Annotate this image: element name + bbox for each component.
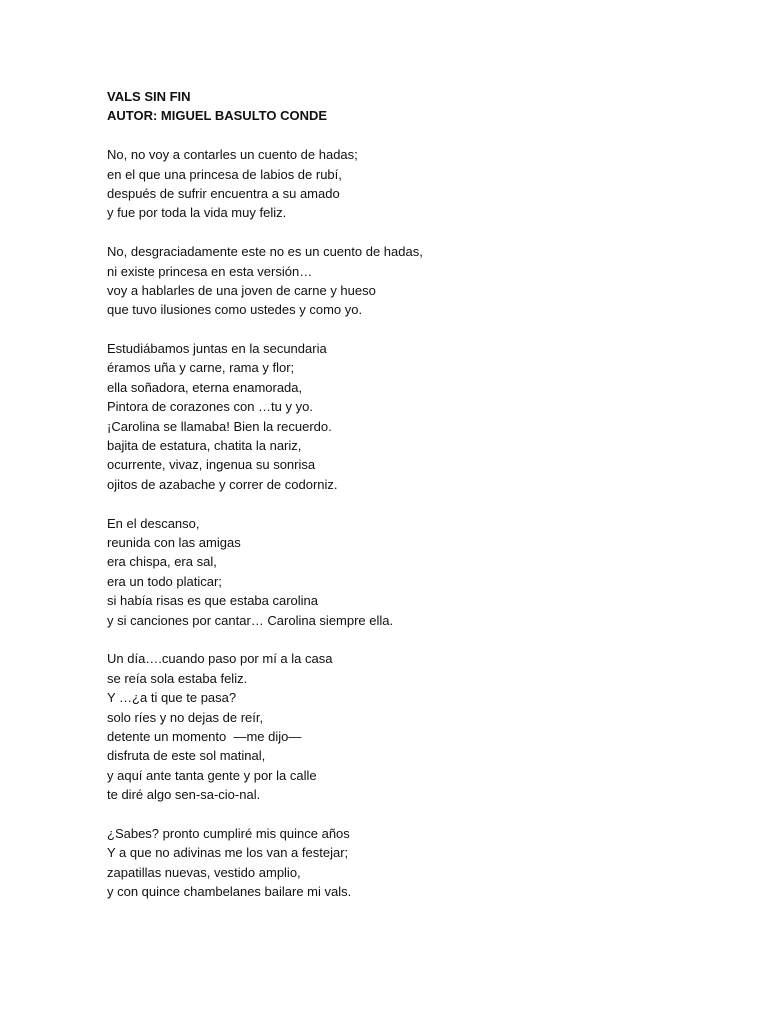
verse-line: te diré algo sen-sa-cio-nal.	[107, 787, 261, 803]
verse-line: después de sufrir encuentra a su amado	[107, 185, 340, 201]
verse-line: ni existe princesa en esta versión…	[107, 263, 313, 279]
stanza-5	[107, 649, 727, 804]
verse-line: era chispa, era sal,	[107, 554, 217, 570]
verse-line: reunida con las amigas	[107, 534, 241, 550]
verse-line: disfruta de este sol matinal,	[107, 748, 266, 764]
verse-line: Y …¿a ti que te pasa?	[107, 690, 237, 706]
stanza-4	[107, 514, 727, 630]
stanza-6	[107, 824, 727, 902]
verse-line: y aquí ante tanta gente y por la calle	[107, 767, 317, 783]
verse-line: en el que una princesa de labios de rubí,	[107, 166, 342, 182]
verse-line: detente un momento —me dijo—	[107, 728, 302, 744]
verse-line: y fue por toda la vida muy feliz.	[107, 205, 287, 221]
verse-line: En el descanso,	[107, 515, 200, 531]
poem-title: VALS SIN FIN	[107, 89, 191, 104]
verse-line: No, desgraciadamente este no es un cuento de hadas,	[107, 244, 423, 260]
verse-line: era un todo platicar;	[107, 573, 222, 589]
poem-author: AUTOR: MIGUEL BASULTO CONDE	[107, 108, 328, 124]
verse-line: ella soñadora, eterna enamorada,	[107, 379, 303, 395]
verse-line: ¡Carolina se llamaba! Bien la recuerdo.	[107, 418, 332, 434]
verse-line: Pintora de corazones con …tu y yo.	[107, 399, 313, 415]
verse-line: voy a hablarles de una joven de carne y hueso	[107, 282, 376, 298]
document-page	[107, 87, 727, 901]
stanza-2	[107, 242, 727, 320]
verse-line: zapatillas nuevas, vestido amplio,	[107, 864, 301, 880]
verse-line: bajita de estatura, chatita la nariz,	[107, 438, 302, 454]
verse-line: se reía sola estaba feliz.	[107, 670, 248, 686]
verse-line: Estudiábamos juntas en la secundaria	[107, 341, 327, 357]
verse-line: solo ríes y no dejas de reír,	[107, 709, 264, 725]
verse-line: ¿Sabes? pronto cumpliré mis quince años	[107, 825, 350, 841]
verse-line: Y a que no adivinas me los van a festejar;	[107, 845, 349, 861]
verse-line: que tuvo ilusiones como ustedes y como yo.	[107, 302, 363, 318]
verse-line: y si canciones por cantar… Carolina siempre ella.	[107, 612, 394, 628]
verse-line: ojitos de azabache y correr de codorniz.	[107, 476, 338, 492]
stanza-1	[107, 145, 727, 223]
verse-line: No, no voy a contarles un cuento de hadas;	[107, 147, 358, 163]
verse-line: si había risas es que estaba carolina	[107, 593, 319, 609]
stanza-3	[107, 339, 727, 494]
verse-line: ocurrente, vivaz, ingenua su sonrisa	[107, 457, 316, 473]
verse-line: y con quince chambelanes bailare mi vals.	[107, 884, 352, 900]
verse-line: éramos uña y carne, rama y flor;	[107, 360, 295, 376]
verse-line: Un día….cuando paso por mí a la casa	[107, 651, 333, 667]
